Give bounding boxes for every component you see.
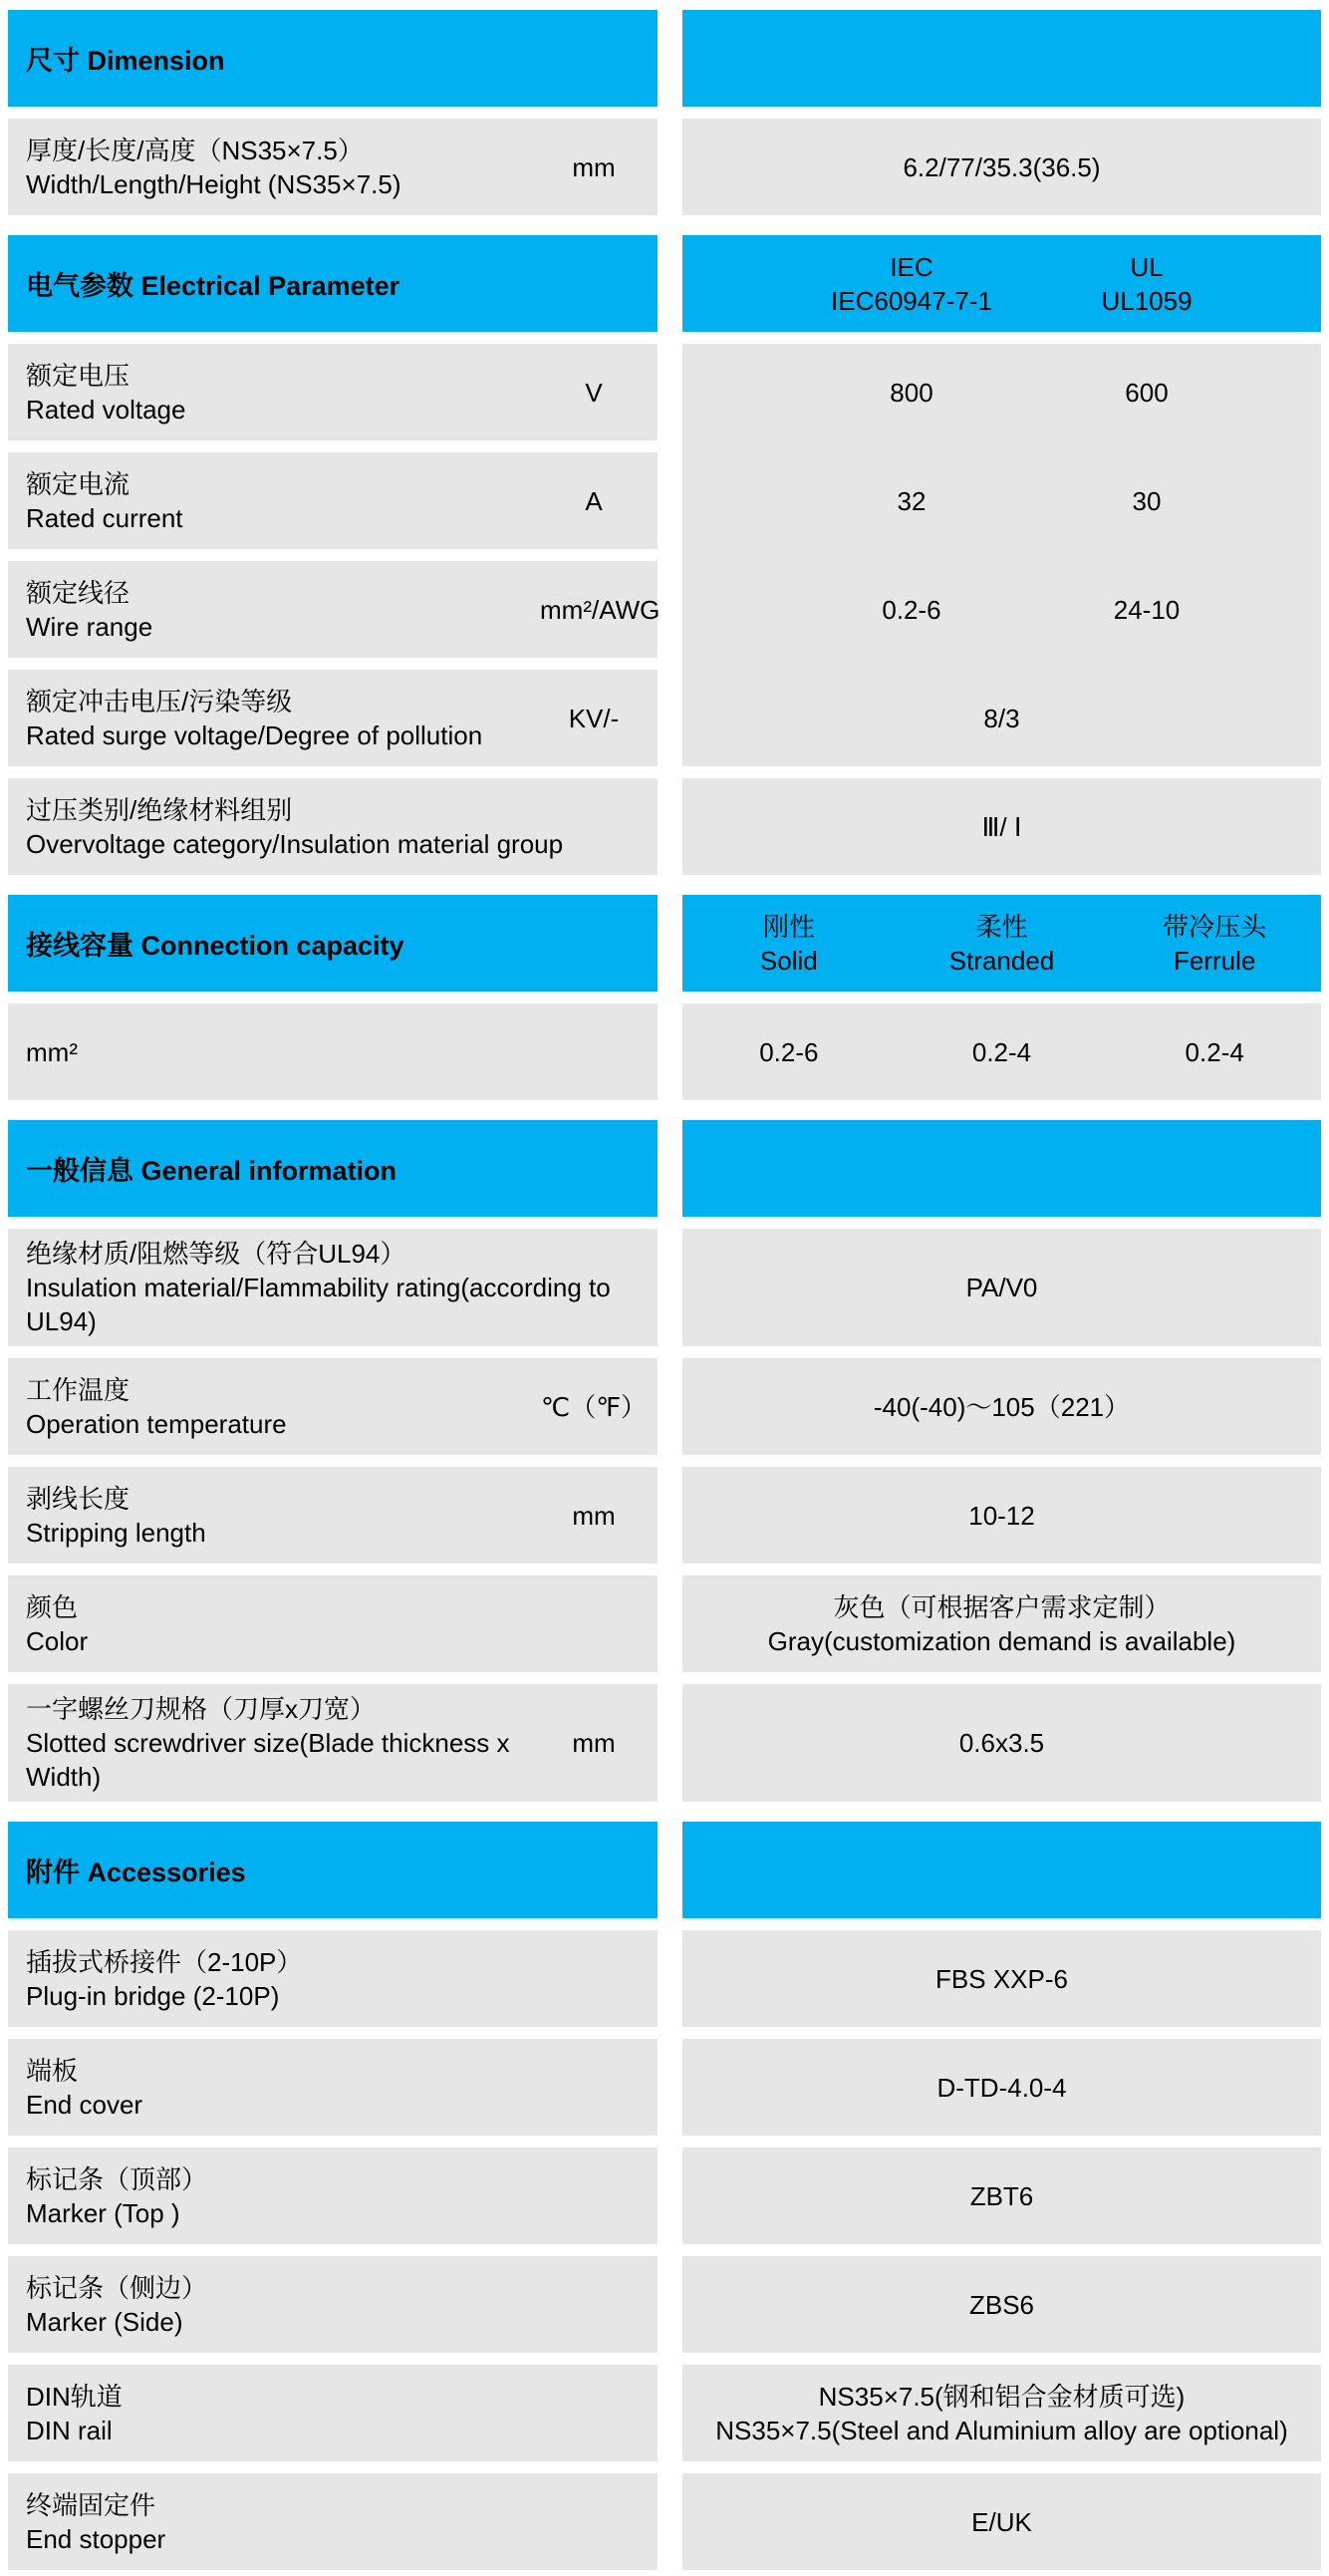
section-header-band (8, 1120, 1321, 1217)
spec-row-band (8, 1003, 1321, 1100)
value-cell-wrap (682, 1229, 1321, 1346)
param-label (8, 126, 540, 209)
unit-cell: ℃（℉） (541, 1391, 647, 1422)
value-merged-block (682, 344, 1321, 766)
value-cell-line: E/UK (971, 2506, 1032, 2537)
param-label-en: Width/Length/Height (NS35×7.5) (26, 168, 401, 199)
value-cell-wrap (682, 2147, 1321, 2244)
value-cell-line: 8/3 (983, 703, 1020, 733)
column-header-zh: UL (1130, 251, 1164, 282)
value-cell-group (682, 1726, 1321, 1760)
value-cell (682, 1035, 896, 1069)
value-row (682, 344, 1321, 440)
param-label (8, 1229, 658, 1346)
param-cell (8, 2365, 658, 2461)
param-label-zh: 额定冲击电压/污染等级 (26, 686, 293, 716)
param-cell-stack (8, 344, 661, 766)
param-label-zh: mm² (26, 1036, 78, 1067)
value-cell (682, 2179, 1321, 2213)
param-label-en: Marker (Side) (26, 2306, 183, 2337)
value-cell-wrap (682, 1358, 1321, 1455)
param-label (8, 1582, 658, 1666)
value-cell-line: 10-12 (968, 1500, 1035, 1531)
value-cell-group (682, 1590, 1321, 1658)
param-label-en: Rated current (26, 502, 183, 533)
section-header-band (8, 10, 1321, 107)
param-label-zh: 终端固定件 (26, 2489, 156, 2520)
unit-cell: V (585, 377, 603, 408)
value-cell-line: 0.2-4 (1185, 1036, 1244, 1067)
value-cell-group (682, 1035, 1321, 1069)
value-cell-line: Gray(customization demand is available) (767, 1625, 1236, 1656)
value-cell-line: -40(-40)～105（221） (873, 1391, 1131, 1422)
section-header (8, 235, 658, 332)
param-label-en: Rated surge voltage/Degree of pollution (26, 719, 483, 750)
param-label (8, 1937, 658, 2021)
value-cell-group (682, 2179, 1321, 2213)
value-cell (682, 1962, 1321, 1996)
value-cell-wrap (682, 1575, 1321, 1672)
param-label-en: Insulation material/Flammability rating(according to UL94) (26, 1273, 611, 1336)
section-title: 接线容量 Connection capacity (26, 931, 404, 961)
param-label-en: End stopper (26, 2523, 166, 2554)
param-cell (8, 2256, 658, 2353)
value-row (682, 452, 1321, 549)
column-header-cell (794, 250, 1029, 318)
column-header-en: Ferrule (1174, 945, 1256, 976)
param-cell (8, 452, 658, 549)
param-label (8, 1027, 658, 1077)
section-header-columns (682, 895, 1321, 992)
spec-row-band (8, 2256, 1321, 2353)
spec-row-band (8, 1358, 1321, 1455)
spec-row-band (8, 2147, 1321, 2244)
spec-row-band (8, 119, 1321, 215)
unit-cell: mm (572, 1500, 616, 1531)
param-label (8, 1684, 540, 1802)
param-label-zh: 过压类别/绝缘材料组别 (26, 794, 293, 825)
value-cell-wrap (682, 2473, 1321, 2570)
param-cell (8, 2147, 658, 2244)
value-cell-line: ZBS6 (968, 2289, 1035, 2320)
param-label-zh: 标记条（顶部） (26, 2163, 208, 2194)
spec-row-band (8, 2039, 1321, 2136)
column-header-cell (682, 910, 896, 978)
unit-cell: KV/- (568, 703, 620, 733)
param-label (8, 1365, 540, 1449)
value-cell-line: 32 (897, 485, 927, 516)
value-cell-wrap (682, 2365, 1321, 2461)
value-cell-line: NS35×7.5(钢和铝合金材质可选) (818, 2381, 1186, 2412)
param-label (8, 2154, 658, 2238)
param-label-zh: 插拔式桥接件（2-10P） (26, 1946, 303, 1977)
value-cell-line: 0.2-6 (882, 594, 941, 625)
section-header-band (8, 1822, 1321, 1918)
value-cell (682, 150, 1321, 184)
param-label-en: Overvoltage category/Insulation material group (26, 828, 564, 859)
value-cell (682, 2380, 1321, 2447)
param-label-zh: 厚度/长度/高度（NS35×7.5） (26, 135, 364, 165)
spec-row-band (8, 1930, 1321, 2027)
value-cell (682, 1390, 1321, 1424)
param-label-zh: 一字螺丝刀规格（刀厚x刀宽） (26, 1694, 377, 1724)
param-label-zh: 额定电压 (26, 360, 131, 391)
value-cell (682, 1271, 1321, 1304)
param-cell (8, 670, 658, 766)
value-cell-wrap (682, 778, 1321, 875)
value-cell (682, 702, 1321, 735)
section-header (8, 895, 658, 992)
value-cell-line: 30 (1132, 485, 1162, 516)
param-cell (8, 1930, 658, 2027)
param-label-zh: 额定电流 (26, 468, 131, 499)
param-label (8, 459, 540, 543)
value-cell-line: 800 (890, 377, 933, 408)
unit-cell: mm²/AWG (540, 594, 661, 625)
unit-cell: mm (572, 1728, 616, 1758)
section-header-band (8, 895, 1321, 992)
param-label-zh: 剥线长度 (26, 1483, 131, 1514)
value-cell (1029, 484, 1264, 518)
value-cell-wrap (682, 2039, 1321, 2136)
value-cell-group (682, 593, 1321, 627)
section-header (8, 1120, 658, 1217)
value-cell-wrap (682, 1467, 1321, 1564)
value-cell-line: D-TD-4.0-4 (936, 2072, 1067, 2103)
value-cell-group (682, 484, 1321, 518)
param-label-en: Operation temperature (26, 1408, 287, 1439)
column-header-en: Solid (759, 945, 818, 976)
value-cell-group (682, 1962, 1321, 1996)
value-cell (682, 2071, 1321, 2105)
spec-row-band (8, 778, 1321, 875)
value-cell-group (682, 1390, 1321, 1424)
section-header (8, 10, 658, 107)
value-cell-wrap (682, 1930, 1321, 2027)
section-header-spacer (682, 10, 1321, 107)
section-header-spacer (682, 1822, 1321, 1918)
param-label-zh: 工作温度 (26, 1374, 131, 1405)
section-title: 附件 Accessories (26, 1858, 246, 1887)
param-cell (8, 2039, 658, 2136)
section-header-band (8, 235, 1321, 332)
value-cell (794, 593, 1029, 627)
spec-row-band (8, 1467, 1321, 1564)
value-cell (1029, 593, 1264, 627)
value-cell-line: 0.2-4 (971, 1036, 1032, 1067)
column-header-cell (1108, 910, 1321, 978)
value-cell-line: 0.6x3.5 (958, 1728, 1045, 1758)
section-header-columns (682, 235, 1321, 332)
param-cell (8, 1684, 658, 1802)
param-label (8, 1474, 540, 1558)
value-cell-group (682, 2380, 1321, 2447)
value-cell (794, 376, 1029, 410)
value-cell-group (682, 2288, 1321, 2322)
param-cell (8, 1467, 658, 1564)
param-label-en: DIN rail (26, 2415, 113, 2445)
value-cell-group (682, 2071, 1321, 2105)
param-label-en: Slotted screwdriver size(Blade thickness x Width) (26, 1728, 510, 1792)
value-cell (682, 1726, 1321, 1760)
value-cell (682, 1590, 1321, 1658)
value-cell (896, 1035, 1109, 1069)
spec-row-band (8, 2473, 1321, 2570)
spec-row-band (8, 1229, 1321, 1346)
value-cell-line: Ⅲ/ Ⅰ (981, 811, 1022, 842)
param-cell (8, 2473, 658, 2570)
param-label-zh: 端板 (26, 2055, 79, 2086)
value-cell-line: 灰色（可根据客户需求定制） (833, 1591, 1171, 1622)
value-cell-wrap (682, 1003, 1321, 1100)
value-cell-group (682, 1499, 1321, 1533)
spec-row-band (8, 1684, 1321, 1802)
value-cell-group (682, 1271, 1321, 1304)
value-cell-group (682, 810, 1321, 844)
value-cell-group (682, 376, 1321, 410)
param-label (8, 2372, 658, 2455)
value-cell-group (682, 702, 1321, 735)
column-header-cell (1029, 250, 1264, 318)
value-cell-wrap (682, 2256, 1321, 2353)
column-header-zh: 刚性 (762, 911, 815, 942)
section-title: 电气参数 Electrical Parameter (26, 271, 400, 301)
value-cell (682, 2288, 1321, 2322)
column-header-en: IEC60947-7-1 (831, 285, 992, 316)
value-cell-line: NS35×7.5(Steel and Aluminium alloy are optional) (715, 2415, 1288, 2445)
section-title: 尺寸 Dimension (26, 46, 225, 76)
value-cell-line: FBS XXP-6 (935, 1963, 1068, 1994)
spec-row-band (8, 1575, 1321, 1672)
value-cell-line: 24-10 (1113, 594, 1181, 625)
value-row (682, 670, 1321, 766)
param-label-en: Rated voltage (26, 394, 186, 425)
column-header-row (682, 250, 1321, 318)
column-header-zh: IEC (890, 251, 933, 282)
param-label (8, 677, 540, 760)
value-cell-line: 0.2-6 (759, 1036, 819, 1067)
param-label-zh: 标记条（侧边） (26, 2272, 208, 2303)
value-cell-line: PA/V0 (965, 1273, 1038, 1302)
spec-row-band (8, 2365, 1321, 2461)
value-cell (682, 2505, 1321, 2539)
value-cell-wrap (682, 119, 1321, 215)
value-cell (682, 1499, 1321, 1533)
param-cell (8, 1358, 658, 1455)
param-label-zh: 绝缘材质/阻燃等级（符合UL94） (26, 1239, 406, 1269)
value-cell-group (682, 150, 1321, 184)
column-header-cell (896, 910, 1109, 978)
column-header-row (682, 910, 1321, 978)
param-label-en: Stripping length (26, 1517, 206, 1548)
param-label-en: Color (26, 1625, 89, 1656)
value-cell (1108, 1035, 1321, 1069)
column-header-zh: 柔性 (975, 911, 1028, 942)
param-cell (8, 119, 658, 215)
param-cell (8, 1229, 658, 1346)
param-label (8, 2480, 658, 2564)
value-cell (682, 810, 1321, 844)
value-cell-group (682, 2505, 1321, 2539)
param-label-en: Marker (Top ) (26, 2197, 180, 2228)
param-label-zh: DIN轨道 (26, 2381, 123, 2412)
param-label (8, 785, 658, 869)
unit-cell: A (585, 485, 603, 516)
value-cell-wrap (682, 1684, 1321, 1802)
unit-cell: mm (572, 151, 616, 182)
value-cell (1029, 376, 1264, 410)
value-cell-line: ZBT6 (969, 2180, 1034, 2211)
param-cell (8, 778, 658, 875)
electrical-group-band (8, 344, 1321, 766)
param-label (8, 2263, 658, 2347)
value-cell (794, 484, 1029, 518)
section-header (8, 1822, 658, 1918)
value-cell-line: 600 (1125, 377, 1169, 408)
param-cell (8, 1575, 658, 1672)
column-header-en: Stranded (948, 945, 1055, 976)
column-header-zh: 带冷压头 (1163, 911, 1267, 942)
param-label-zh: 颜色 (26, 1591, 79, 1622)
param-label-en: Plug-in bridge (2-10P) (26, 1980, 280, 2011)
param-label-en: End cover (26, 2089, 143, 2120)
param-label (8, 2046, 658, 2130)
param-label (8, 351, 540, 434)
param-label-en: Wire range (26, 611, 153, 642)
value-row (682, 561, 1321, 658)
param-cell (8, 1003, 658, 1100)
spec-table (8, 10, 1321, 2570)
param-label-zh: 额定线径 (26, 577, 131, 608)
value-cell-line: 6.2/77/35.3(36.5) (903, 151, 1101, 182)
column-header-en: UL1059 (1101, 285, 1193, 316)
param-cell (8, 344, 658, 440)
section-title: 一般信息 General information (26, 1156, 398, 1186)
section-header-spacer (682, 1120, 1321, 1217)
param-cell (8, 561, 661, 658)
param-label (8, 568, 540, 652)
